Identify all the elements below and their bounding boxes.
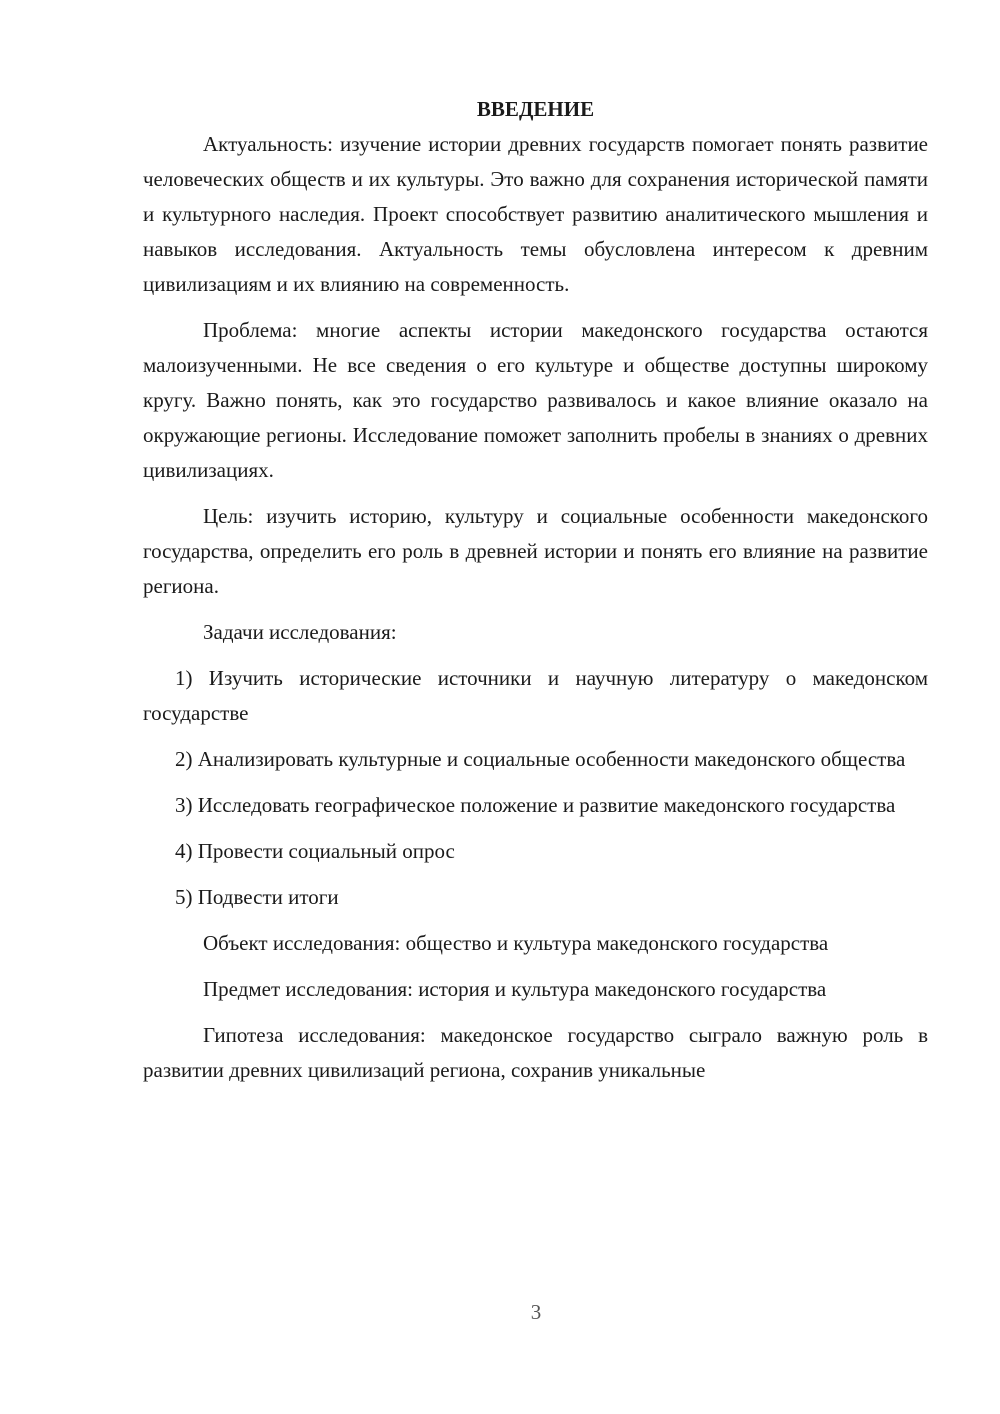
task-item-5: 5) Подвести итоги <box>175 885 339 909</box>
page-number: 3 <box>530 1300 542 1324</box>
paragraph-hypothesis: Гипотеза исследования: македонское государство сыграло важную роль в развитии древних цивилизаций региона, сохранив уникальные <box>143 1023 928 1082</box>
task-item-1: 1) Изучить исторические источники и научную литературу о македонском государстве <box>143 666 928 725</box>
document-page <box>143 92 928 1099</box>
paragraph-problem: Проблема: многие аспекты истории македонского государства остаются малоизученными. Не все сведения о его культуре и обществе доступны широкому кругу. Важно понять, как это государство развивалось и какое влияние оказало на окружающие регионы. Исследование поможет заполнить пробелы в знаниях о древних цивилизациях. <box>143 318 928 482</box>
paragraph-goal: Цель: изучить историю, культуру и социальные особенности македонского государства, определить его роль в древней истории и понять его влияние на развитие региона. <box>143 504 928 598</box>
task-item-3: 3) Исследовать географическое положение и развитие македонского государства <box>175 793 896 817</box>
task-item-2: 2) Анализировать культурные и социальные особенности македонского общества <box>175 747 906 771</box>
paragraph-relevance: Актуальность: изучение истории древних государств помогает понять развитие человеческих обществ и их культуры. Это важно для сохранения исторической памяти и культурного наследия. Проект способствует развитию аналитического мышления и навыков исследования. Актуальность темы обусловлена интересом к древним цивилизациям и их влиянию на современность. <box>143 132 928 296</box>
page-title: ВВЕДЕНИЕ <box>476 97 595 121</box>
paragraph-object: Объект исследования: общество и культура македонского государства <box>203 931 829 955</box>
task-item-4: 4) Провести социальный опрос <box>175 839 455 863</box>
paragraph-subject: Предмет исследования: история и культура македонского государства <box>203 977 827 1001</box>
paragraph-tasks-heading: Задачи исследования: <box>203 620 397 644</box>
